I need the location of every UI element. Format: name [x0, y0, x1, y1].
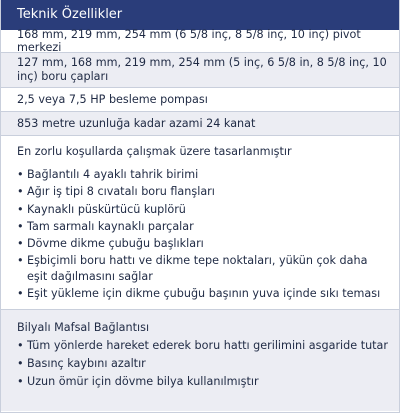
spec-text: 2,5 veya 7,5 HP besleme pompası [17, 93, 208, 106]
spec-row-pipe-diameters [1, 53, 399, 88]
bullet-icon: • [17, 356, 24, 370]
bullet-icon: • [17, 237, 24, 251]
list-item: • Ağır iş tipi 8 cıvatalı boru flanşları [17, 185, 215, 199]
list-item: • Eşbiçimli boru hattı ve dikme tepe noktaları, yükün çok daha eşit dağılmasını sağlar [17, 254, 368, 283]
bullet-icon: • [17, 219, 24, 233]
spec-text: 853 metre uzunluğa kadar azami 24 kanat [17, 117, 256, 130]
bullet-icon: • [17, 168, 24, 181]
spec-row-feed-pump [1, 88, 399, 112]
bullet-icon: • [17, 254, 24, 268]
spec-text: 168 mm, 219 mm, 254 mm (6 5/8 inç, 8 5/8 inç, 10 inç) pivot merkezi [17, 28, 361, 54]
bullet-icon: • [17, 185, 24, 199]
bullet-icon: • [17, 374, 24, 388]
list-item: • Eşit yükleme için dikme çubuğu başının yuva içinde sıkı teması [17, 287, 381, 301]
spec-text: 127 mm, 168 mm, 219 mm, 254 mm (5 inç, 6 5/8 in, 8 5/8 inç, 10 inç) boru çapları [17, 56, 387, 83]
bullet-icon: • [17, 202, 24, 216]
spec-row-pivot-center [1, 30, 399, 53]
list-item: • Tam sarmalı kaynaklı parçalar [17, 219, 194, 233]
design-section [1, 136, 399, 310]
table-title: Teknik Özellikler [17, 7, 123, 22]
list-item: • Kaynaklı püskürtücü kuplörü [17, 202, 186, 216]
list-item: • Basınç kaybını azaltır [17, 356, 146, 370]
list-item: • Bağlantılı 4 ayaklı tahrik birimi [17, 168, 199, 181]
spec-row-span-length [1, 112, 399, 136]
list-item: • Tüm yönlerde hareket ederek boru hattı gerilimini asgaride tutar [17, 339, 389, 352]
bullet-icon: • [17, 287, 24, 301]
list-item: • Uzun ömür için dövme bilya kullanılmıştır [17, 374, 259, 388]
table-header [1, 0, 399, 30]
list-item: • Dövme dikme çubuğu başlıkları [17, 237, 204, 251]
ball-joint-section-title: Bilyalı Mafsal Bağlantısı [17, 321, 150, 334]
design-section-title: En zorlu koşullarda çalışmak üzere tasarlanmıştır [17, 145, 292, 158]
design-feature-list [17, 167, 389, 301]
bullet-icon: • [17, 339, 24, 352]
ball-joint-section [1, 310, 399, 411]
ball-joint-feature-list [17, 338, 389, 389]
